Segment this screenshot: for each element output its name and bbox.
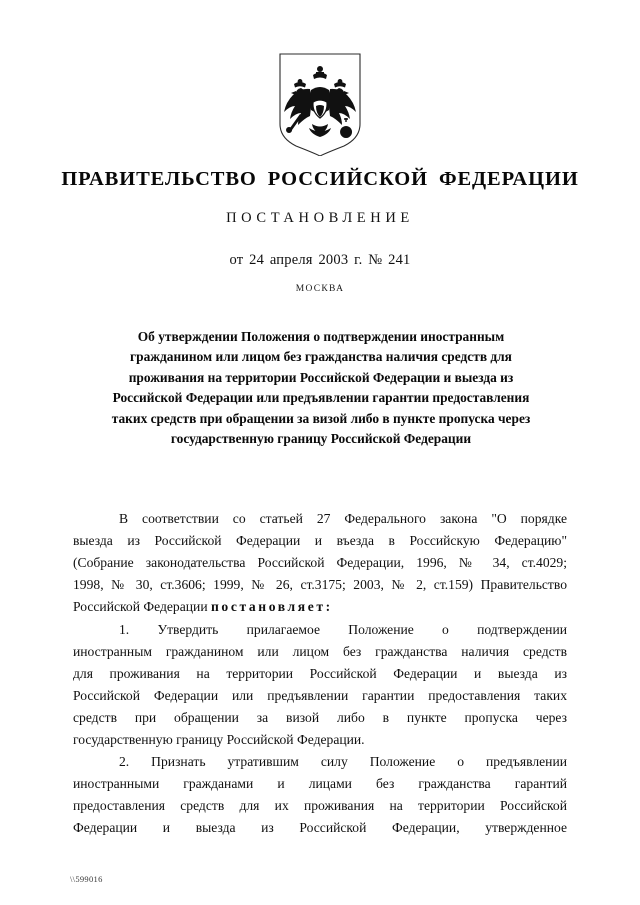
body-line: средств при обращении за визой либо в пункте пропуска через: [73, 709, 567, 725]
subject-line: гражданином или лицом без гражданства наличия средств для: [130, 349, 512, 365]
document-city: МОСКВА: [295, 283, 345, 294]
body-line: Федерации и выезда из Российской Федерации, утвержденное: [73, 820, 567, 836]
subject-line: Об утверждении Положения о подтверждении иностранным: [137, 329, 505, 344]
subject-line: Российской Федерации или предъявлении гарантии предоставления: [112, 390, 530, 406]
document-body: [73, 508, 567, 840]
body-line: 1998, № 30, ст.3606; 1999, № 26, ст.3175; 2003, № 2, ст.159) Правительство: [73, 577, 567, 593]
subject-line: государственную границу Российской Федерации: [170, 430, 472, 446]
paragraph-preamble: [73, 508, 567, 618]
document-header: [0, 168, 640, 294]
resolution-prefix: Российской Федерации: [73, 599, 211, 615]
body-line: выезда из Российской Федерации и въезда в Российскую Федерацию": [73, 533, 567, 549]
document-kind: ПОСТАНОВЛЕНИЕ: [226, 209, 414, 226]
paragraph-item-2: [73, 751, 567, 839]
body-line: предоставления средств для их проживания на территории Российской: [73, 798, 567, 814]
footer-document-mark: \\599016: [70, 874, 103, 884]
paragraph-item-1: [73, 619, 567, 751]
emblem-container: [0, 52, 640, 156]
body-line: иностранными гражданами и лицами без гражданства гарантий: [73, 776, 567, 792]
document-subject: [88, 327, 554, 449]
subject-line: проживания на территории Российской Федерации и выезда из: [128, 369, 514, 385]
body-line-resolution: [73, 596, 567, 618]
body-line: В соответствии со статьей 27 Федерального закона "О порядке: [119, 511, 567, 526]
organization-title: ПРАВИТЕЛЬСТВО РОССИЙСКОЙ ФЕДЕРАЦИИ: [61, 168, 579, 190]
coat-of-arms-icon: [274, 52, 366, 156]
body-line: Российской Федерации или предъявлении гарантии предоставления таких: [73, 687, 567, 703]
document-date-number: от 24 апреля 2003 г. № 241: [229, 251, 411, 268]
body-line: для проживания на территории Российской Федерации и выезда из: [73, 665, 567, 681]
subject-line: таких средств при обращении за визой либо в пункте пропуска через: [111, 410, 531, 426]
body-line: иностранным гражданином или лицом без гражданства наличия средств: [73, 643, 567, 659]
body-line: 2. Признать утратившим силу Положение о предъявлении: [119, 754, 567, 770]
body-line: (Собрание законодательства Российской Федерации, 1996, № 34, ст.4029;: [73, 555, 567, 571]
body-line: государственную границу Российской Федерации.: [73, 731, 365, 747]
resolution-verb: постановляет:: [211, 599, 333, 615]
body-line: 1. Утвердить прилагаемое Положение о подтверждении: [119, 621, 567, 637]
